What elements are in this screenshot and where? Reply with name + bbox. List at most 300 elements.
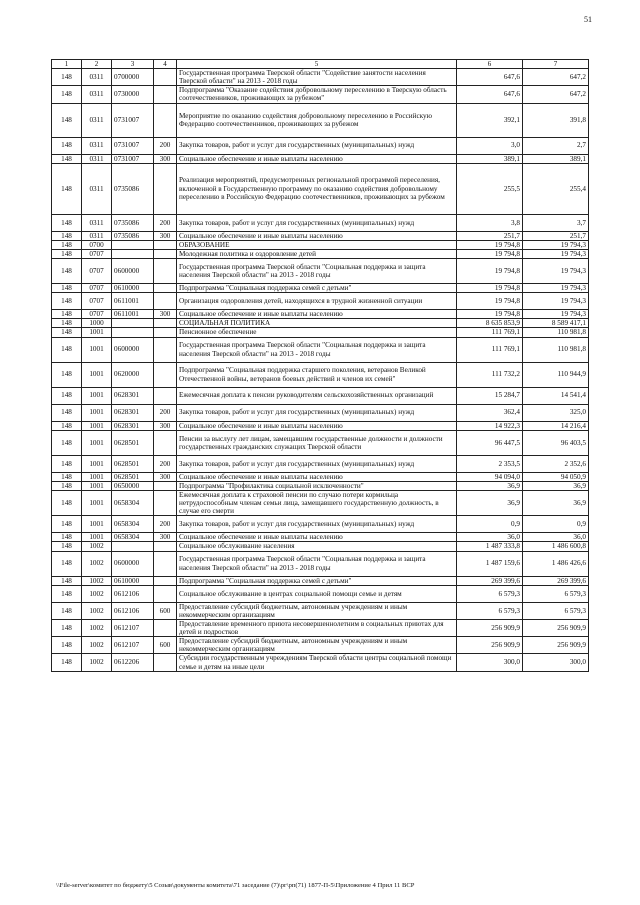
- cell-value-1: 19 794,8: [457, 284, 523, 293]
- cell-section: 0311: [82, 137, 112, 154]
- table-row: [52, 551, 589, 576]
- cell-section: 1001: [82, 472, 112, 481]
- cell-value-1: 647,6: [457, 86, 523, 103]
- table-row: [52, 259, 589, 284]
- cell-csr: 0620000: [112, 362, 154, 387]
- col-header-2: 2: [82, 60, 112, 69]
- cell-value-1: 15 284,7: [457, 387, 523, 404]
- cell-section: 1002: [82, 542, 112, 551]
- cell-vr: 200: [154, 516, 177, 533]
- cell-value-2: 256 909,9: [523, 637, 589, 654]
- cell-vr: 600: [154, 637, 177, 654]
- cell-section: 0707: [82, 259, 112, 284]
- cell-section: 1002: [82, 585, 112, 602]
- col-header-7: 7: [523, 60, 589, 69]
- cell-section: 1001: [82, 481, 112, 490]
- cell-section: 1001: [82, 328, 112, 337]
- table-row: [52, 362, 589, 387]
- cell-value-1: 19 794,8: [457, 259, 523, 284]
- cell-csr: 0600000: [112, 259, 154, 284]
- cell-vdm: 148: [52, 69, 82, 86]
- cell-section: 0311: [82, 103, 112, 137]
- cell-value-2: 110 944,9: [523, 362, 589, 387]
- cell-vdm: 148: [52, 387, 82, 404]
- cell-value-1: 14 922,3: [457, 421, 523, 430]
- cell-name: Организация оздоровления детей, находящихся в трудной жизненной ситуации: [177, 293, 457, 310]
- cell-vdm: 148: [52, 404, 82, 421]
- cell-csr: 0612106: [112, 585, 154, 602]
- cell-vr: [154, 163, 177, 214]
- cell-csr: 0612106: [112, 602, 154, 619]
- cell-section: 1002: [82, 637, 112, 654]
- cell-value-1: 19 794,8: [457, 293, 523, 310]
- cell-section: 1001: [82, 533, 112, 542]
- cell-name: ОБРАЗОВАНИЕ: [177, 240, 457, 249]
- table-row: [52, 472, 589, 481]
- table-row: [52, 86, 589, 103]
- cell-value-1: 94 094,0: [457, 472, 523, 481]
- cell-value-1: 300,0: [457, 654, 523, 671]
- table-row: [52, 654, 589, 671]
- table-body: [52, 69, 589, 672]
- cell-csr: 0731007: [112, 103, 154, 137]
- cell-csr: [112, 249, 154, 258]
- cell-section: 0707: [82, 310, 112, 319]
- footer-file-path: \\File-server\комитет по бюджету\5 Созыв\документы комитета\71 заседание (7)\рг\рп(71) 1877-П-5\Приложение 4 Прил 11 ВСР: [56, 882, 415, 889]
- cell-vdm: 148: [52, 654, 82, 671]
- table-row: [52, 328, 589, 337]
- cell-vr: 200: [154, 214, 177, 231]
- cell-vdm: 148: [52, 310, 82, 319]
- cell-value-2: 269 399,6: [523, 576, 589, 585]
- cell-value-2: 647,2: [523, 86, 589, 103]
- table-row: [52, 249, 589, 258]
- table-row: [52, 490, 589, 515]
- cell-section: 0707: [82, 249, 112, 258]
- cell-value-2: 389,1: [523, 154, 589, 163]
- cell-section: 0311: [82, 154, 112, 163]
- cell-value-2: 110 981,8: [523, 328, 589, 337]
- cell-value-2: 6 579,3: [523, 585, 589, 602]
- cell-vdm: 148: [52, 455, 82, 472]
- cell-name: Социальное обслуживание населения: [177, 542, 457, 551]
- cell-vr: [154, 319, 177, 328]
- table-row: [52, 69, 589, 86]
- cell-vr: [154, 490, 177, 515]
- cell-csr: 0610000: [112, 284, 154, 293]
- cell-name: Подпрограмма "Оказание содействия добровольному переселению в Тверскую область соотечественников, проживающих за рубежом": [177, 86, 457, 103]
- cell-name: Предоставление субсидий бюджетным, автономным учреждениям и иным некоммерческим организациям: [177, 637, 457, 654]
- cell-csr: 0700000: [112, 69, 154, 86]
- cell-name: Социальное обеспечение и иные выплаты населению: [177, 421, 457, 430]
- cell-section: 0700: [82, 240, 112, 249]
- cell-vdm: 148: [52, 542, 82, 551]
- cell-value-1: 19 794,8: [457, 310, 523, 319]
- table-row: [52, 430, 589, 455]
- cell-value-1: 1 487 159,6: [457, 551, 523, 576]
- cell-name: Социальное обеспечение и иные выплаты населению: [177, 154, 457, 163]
- cell-section: 1002: [82, 619, 112, 636]
- cell-section: 1001: [82, 362, 112, 387]
- cell-vdm: 148: [52, 249, 82, 258]
- cell-vdm: 148: [52, 259, 82, 284]
- cell-name: Подпрограмма "Социальная поддержка семей с детьми": [177, 576, 457, 585]
- cell-value-1: 362,4: [457, 404, 523, 421]
- cell-vr: [154, 362, 177, 387]
- cell-csr: 0600000: [112, 337, 154, 362]
- table-row: [52, 421, 589, 430]
- cell-section: 1001: [82, 455, 112, 472]
- cell-name: Государственная программа Тверской области "Социальная поддержка и защита населения Тверской области" на 2013 - 2018 годы: [177, 551, 457, 576]
- cell-csr: 0658304: [112, 490, 154, 515]
- cell-value-1: 0,9: [457, 516, 523, 533]
- table-row: [52, 319, 589, 328]
- cell-vdm: 148: [52, 319, 82, 328]
- cell-name: Закупка товаров, работ и услуг для государственных (муниципальных) нужд: [177, 214, 457, 231]
- table-row: [52, 284, 589, 293]
- cell-section: 0311: [82, 231, 112, 240]
- cell-value-2: 19 794,3: [523, 240, 589, 249]
- cell-section: 1001: [82, 421, 112, 430]
- cell-section: 0311: [82, 86, 112, 103]
- table-row: [52, 533, 589, 542]
- table-row: [52, 231, 589, 240]
- cell-vdm: 148: [52, 337, 82, 362]
- cell-section: 1002: [82, 602, 112, 619]
- cell-value-2: 14 216,4: [523, 421, 589, 430]
- cell-name: Мероприятие по оказанию содействия добровольному переселению в Российскую Федерацию соотечественников, проживающих за рубежом: [177, 103, 457, 137]
- cell-value-2: 96 403,5: [523, 430, 589, 455]
- cell-section: 1002: [82, 654, 112, 671]
- cell-vdm: 148: [52, 214, 82, 231]
- cell-value-1: 269 399,6: [457, 576, 523, 585]
- cell-name: Государственная программа Тверской области "Содействие занятости населения Тверской области" на 2013 - 2018 годы: [177, 69, 457, 86]
- cell-name: Молодежная политика и оздоровление детей: [177, 249, 457, 258]
- cell-vr: [154, 328, 177, 337]
- cell-vdm: 148: [52, 154, 82, 163]
- table-row: [52, 137, 589, 154]
- cell-value-1: 256 909,9: [457, 619, 523, 636]
- cell-vr: [154, 86, 177, 103]
- cell-section: 1001: [82, 387, 112, 404]
- cell-section: 1000: [82, 319, 112, 328]
- cell-vr: [154, 481, 177, 490]
- table-row: [52, 637, 589, 654]
- cell-vdm: 148: [52, 284, 82, 293]
- cell-vr: 300: [154, 533, 177, 542]
- cell-vdm: 148: [52, 293, 82, 310]
- cell-value-1: 6 579,3: [457, 602, 523, 619]
- cell-csr: 0650000: [112, 481, 154, 490]
- cell-csr: [112, 328, 154, 337]
- table-row: [52, 542, 589, 551]
- cell-csr: 0611001: [112, 293, 154, 310]
- cell-name: Социальное обеспечение и иные выплаты населению: [177, 310, 457, 319]
- cell-vr: 200: [154, 455, 177, 472]
- cell-csr: 0600000: [112, 551, 154, 576]
- cell-section: 0311: [82, 163, 112, 214]
- cell-vdm: 148: [52, 481, 82, 490]
- cell-value-1: 6 579,3: [457, 585, 523, 602]
- cell-value-2: 325,0: [523, 404, 589, 421]
- cell-vdm: 148: [52, 163, 82, 214]
- cell-value-2: 1 486 600,8: [523, 542, 589, 551]
- cell-value-1: 96 447,5: [457, 430, 523, 455]
- col-header-1: 1: [52, 60, 82, 69]
- cell-vr: [154, 293, 177, 310]
- cell-value-2: 19 794,3: [523, 259, 589, 284]
- cell-vdm: 148: [52, 231, 82, 240]
- table-row: [52, 387, 589, 404]
- cell-vdm: 148: [52, 240, 82, 249]
- table-row: [52, 619, 589, 636]
- table-row: [52, 310, 589, 319]
- cell-csr: 0731007: [112, 137, 154, 154]
- cell-value-2: 1 486 426,6: [523, 551, 589, 576]
- cell-value-2: 36,9: [523, 481, 589, 490]
- cell-value-2: 19 794,3: [523, 310, 589, 319]
- table-row: [52, 240, 589, 249]
- cell-section: 1002: [82, 576, 112, 585]
- cell-vr: [154, 551, 177, 576]
- cell-vdm: 148: [52, 421, 82, 430]
- cell-value-1: 251,7: [457, 231, 523, 240]
- cell-vr: [154, 387, 177, 404]
- cell-vr: [154, 284, 177, 293]
- cell-name: Подпрограмма "Профилактика социальной исключенности": [177, 481, 457, 490]
- cell-name: Закупка товаров, работ и услуг для государственных (муниципальных) нужд: [177, 455, 457, 472]
- cell-name: Подпрограмма "Социальная поддержка семей с детьми": [177, 284, 457, 293]
- cell-name: Пенсии за выслугу лет лицам, замещавшим государственные должности и должности государственных гражданских служащих Тверской области: [177, 430, 457, 455]
- cell-name: Закупка товаров, работ и услуг для государственных (муниципальных) нужд: [177, 137, 457, 154]
- cell-vr: 200: [154, 137, 177, 154]
- cell-vdm: 148: [52, 602, 82, 619]
- cell-name: Закупка товаров, работ и услуг для государственных (муниципальных) нужд: [177, 404, 457, 421]
- cell-value-2: 255,4: [523, 163, 589, 214]
- cell-csr: 0730000: [112, 86, 154, 103]
- cell-vr: 600: [154, 602, 177, 619]
- cell-vdm: 148: [52, 430, 82, 455]
- cell-value-2: 6 579,3: [523, 602, 589, 619]
- cell-vr: [154, 337, 177, 362]
- cell-value-2: 19 794,3: [523, 293, 589, 310]
- cell-value-1: 36,0: [457, 533, 523, 542]
- table-row: [52, 214, 589, 231]
- cell-value-2: 256 909,9: [523, 619, 589, 636]
- cell-vr: 200: [154, 404, 177, 421]
- cell-value-2: 8 589 417,1: [523, 319, 589, 328]
- table-row: [52, 404, 589, 421]
- cell-vr: [154, 249, 177, 258]
- cell-vdm: 148: [52, 137, 82, 154]
- cell-name: Социальное обеспечение и иные выплаты населению: [177, 533, 457, 542]
- cell-name: Закупка товаров, работ и услуг для государственных (муниципальных) нужд: [177, 516, 457, 533]
- cell-vr: 300: [154, 310, 177, 319]
- cell-value-2: 36,9: [523, 490, 589, 515]
- cell-value-2: 251,7: [523, 231, 589, 240]
- cell-name: Государственная программа Тверской области "Социальная поддержка и защита населения Тверской области" на 2013 - 2018 годы: [177, 337, 457, 362]
- cell-vr: [154, 259, 177, 284]
- cell-vr: 300: [154, 421, 177, 430]
- cell-value-1: 111 769,1: [457, 328, 523, 337]
- cell-value-1: 256 909,9: [457, 637, 523, 654]
- cell-section: 0311: [82, 214, 112, 231]
- col-header-3: 3: [112, 60, 154, 69]
- cell-name: Социальное обеспечение и иные выплаты населению: [177, 231, 457, 240]
- cell-value-2: 3,7: [523, 214, 589, 231]
- cell-csr: 0628501: [112, 472, 154, 481]
- table-row: [52, 455, 589, 472]
- cell-value-2: 19 794,3: [523, 249, 589, 258]
- cell-csr: 0612107: [112, 619, 154, 636]
- cell-section: 1001: [82, 337, 112, 362]
- table-row: [52, 576, 589, 585]
- table-row: [52, 516, 589, 533]
- cell-value-1: 111 769,1: [457, 337, 523, 362]
- cell-value-2: 94 050,9: [523, 472, 589, 481]
- cell-value-1: 392,1: [457, 103, 523, 137]
- cell-name: Реализация мероприятий, предусмотренных региональной программой переселения, включенной в Государственную программу по оказанию содействия добровольному переселению в Российскую Федерацию соотечественников, проживающих за рубежом: [177, 163, 457, 214]
- cell-section: 1001: [82, 430, 112, 455]
- cell-name: Предоставление временного приюта несовершеннолетним в социальных приютах для детей и подростков: [177, 619, 457, 636]
- table-row: [52, 154, 589, 163]
- cell-csr: 0610000: [112, 576, 154, 585]
- cell-value-2: 14 541,4: [523, 387, 589, 404]
- cell-vdm: 148: [52, 103, 82, 137]
- cell-value-1: 8 635 853,9: [457, 319, 523, 328]
- cell-value-1: 19 794,8: [457, 240, 523, 249]
- table-row: [52, 481, 589, 490]
- cell-csr: 0612206: [112, 654, 154, 671]
- cell-csr: 0628501: [112, 430, 154, 455]
- cell-vdm: 148: [52, 328, 82, 337]
- cell-name: СОЦИАЛЬНАЯ ПОЛИТИКА: [177, 319, 457, 328]
- cell-vr: 300: [154, 472, 177, 481]
- cell-vr: 300: [154, 154, 177, 163]
- cell-csr: 0735086: [112, 214, 154, 231]
- cell-value-1: 19 794,8: [457, 249, 523, 258]
- cell-name: Подпрограмма "Социальная поддержка старшего поколения, ветеранов Великой Отечественной войны, ветеранов боевых действий и членов их семей": [177, 362, 457, 387]
- cell-vdm: 148: [52, 516, 82, 533]
- cell-vr: [154, 654, 177, 671]
- cell-section: 0707: [82, 293, 112, 310]
- cell-csr: 0658304: [112, 516, 154, 533]
- cell-csr: 0628501: [112, 455, 154, 472]
- cell-value-1: 1 487 333,8: [457, 542, 523, 551]
- cell-vr: [154, 103, 177, 137]
- table-row: [52, 337, 589, 362]
- cell-section: 1001: [82, 404, 112, 421]
- cell-name: Социальное обеспечение и иные выплаты населению: [177, 472, 457, 481]
- col-header-5: 5: [177, 60, 457, 69]
- cell-vr: [154, 585, 177, 602]
- cell-name: Предоставление субсидий бюджетным, автономным учреждениям и иным некоммерческим организациям: [177, 602, 457, 619]
- cell-vr: [154, 430, 177, 455]
- cell-value-2: 110 981,8: [523, 337, 589, 362]
- cell-vdm: 148: [52, 551, 82, 576]
- cell-value-1: 647,6: [457, 69, 523, 86]
- table-row: [52, 585, 589, 602]
- cell-name: Ежемесячная доплата к страховой пенсии по случаю потери кормильца нетрудоспособным членам семьи лица, замещавшего государственную должность, в случае его смерти: [177, 490, 457, 515]
- cell-value-2: 647,2: [523, 69, 589, 86]
- table-row: [52, 602, 589, 619]
- cell-csr: 0731007: [112, 154, 154, 163]
- page-number: 51: [584, 15, 592, 24]
- cell-csr: 0658304: [112, 533, 154, 542]
- cell-section: 1002: [82, 551, 112, 576]
- cell-vdm: 148: [52, 472, 82, 481]
- cell-vr: [154, 542, 177, 551]
- cell-csr: [112, 319, 154, 328]
- cell-value-1: 255,5: [457, 163, 523, 214]
- cell-value-2: 391,8: [523, 103, 589, 137]
- cell-section: 1001: [82, 516, 112, 533]
- header-row: [52, 60, 589, 69]
- cell-value-1: 36,9: [457, 481, 523, 490]
- cell-section: 1001: [82, 490, 112, 515]
- col-header-4: 4: [154, 60, 177, 69]
- cell-csr: 0612107: [112, 637, 154, 654]
- cell-vdm: 148: [52, 637, 82, 654]
- cell-name: Субсидии государственным учреждениям Тверской области центры социальной помощи семье и детям на иные цели: [177, 654, 457, 671]
- cell-csr: [112, 542, 154, 551]
- cell-value-2: 2,7: [523, 137, 589, 154]
- cell-vdm: 148: [52, 619, 82, 636]
- cell-value-1: 2 353,5: [457, 455, 523, 472]
- cell-value-2: 0,9: [523, 516, 589, 533]
- cell-value-1: 3,8: [457, 214, 523, 231]
- cell-vr: [154, 576, 177, 585]
- cell-value-1: 389,1: [457, 154, 523, 163]
- cell-vr: [154, 619, 177, 636]
- cell-vdm: 148: [52, 576, 82, 585]
- cell-value-1: 3,0: [457, 137, 523, 154]
- col-header-6: 6: [457, 60, 523, 69]
- cell-value-2: 36,0: [523, 533, 589, 542]
- cell-name: Государственная программа Тверской области "Социальная поддержка и защита населения Тверской области" на 2013 - 2018 годы: [177, 259, 457, 284]
- cell-vdm: 148: [52, 533, 82, 542]
- cell-value-1: 111 732,2: [457, 362, 523, 387]
- cell-csr: 0735086: [112, 163, 154, 214]
- cell-value-1: 36,9: [457, 490, 523, 515]
- cell-section: 0311: [82, 69, 112, 86]
- table-row: [52, 293, 589, 310]
- cell-vr: 300: [154, 231, 177, 240]
- budget-table: [51, 59, 589, 672]
- cell-value-2: 300,0: [523, 654, 589, 671]
- cell-value-2: 2 352,6: [523, 455, 589, 472]
- cell-vdm: 148: [52, 490, 82, 515]
- cell-csr: 0628301: [112, 387, 154, 404]
- table-row: [52, 103, 589, 137]
- cell-csr: 0628301: [112, 421, 154, 430]
- cell-vdm: 148: [52, 585, 82, 602]
- cell-vr: [154, 69, 177, 86]
- cell-section: 0707: [82, 284, 112, 293]
- cell-csr: 0628301: [112, 404, 154, 421]
- cell-name: Социальное обслуживание в центрах социальной помощи семье и детям: [177, 585, 457, 602]
- cell-csr: 0735086: [112, 231, 154, 240]
- cell-vr: [154, 240, 177, 249]
- cell-value-2: 19 794,3: [523, 284, 589, 293]
- cell-vdm: 148: [52, 362, 82, 387]
- cell-vdm: 148: [52, 86, 82, 103]
- cell-csr: 0611001: [112, 310, 154, 319]
- cell-name: Ежемесячная доплата к пенсии руководителям сельскохозяйственных организаций: [177, 387, 457, 404]
- cell-csr: [112, 240, 154, 249]
- cell-name: Пенсионное обеспечение: [177, 328, 457, 337]
- table-row: [52, 163, 589, 214]
